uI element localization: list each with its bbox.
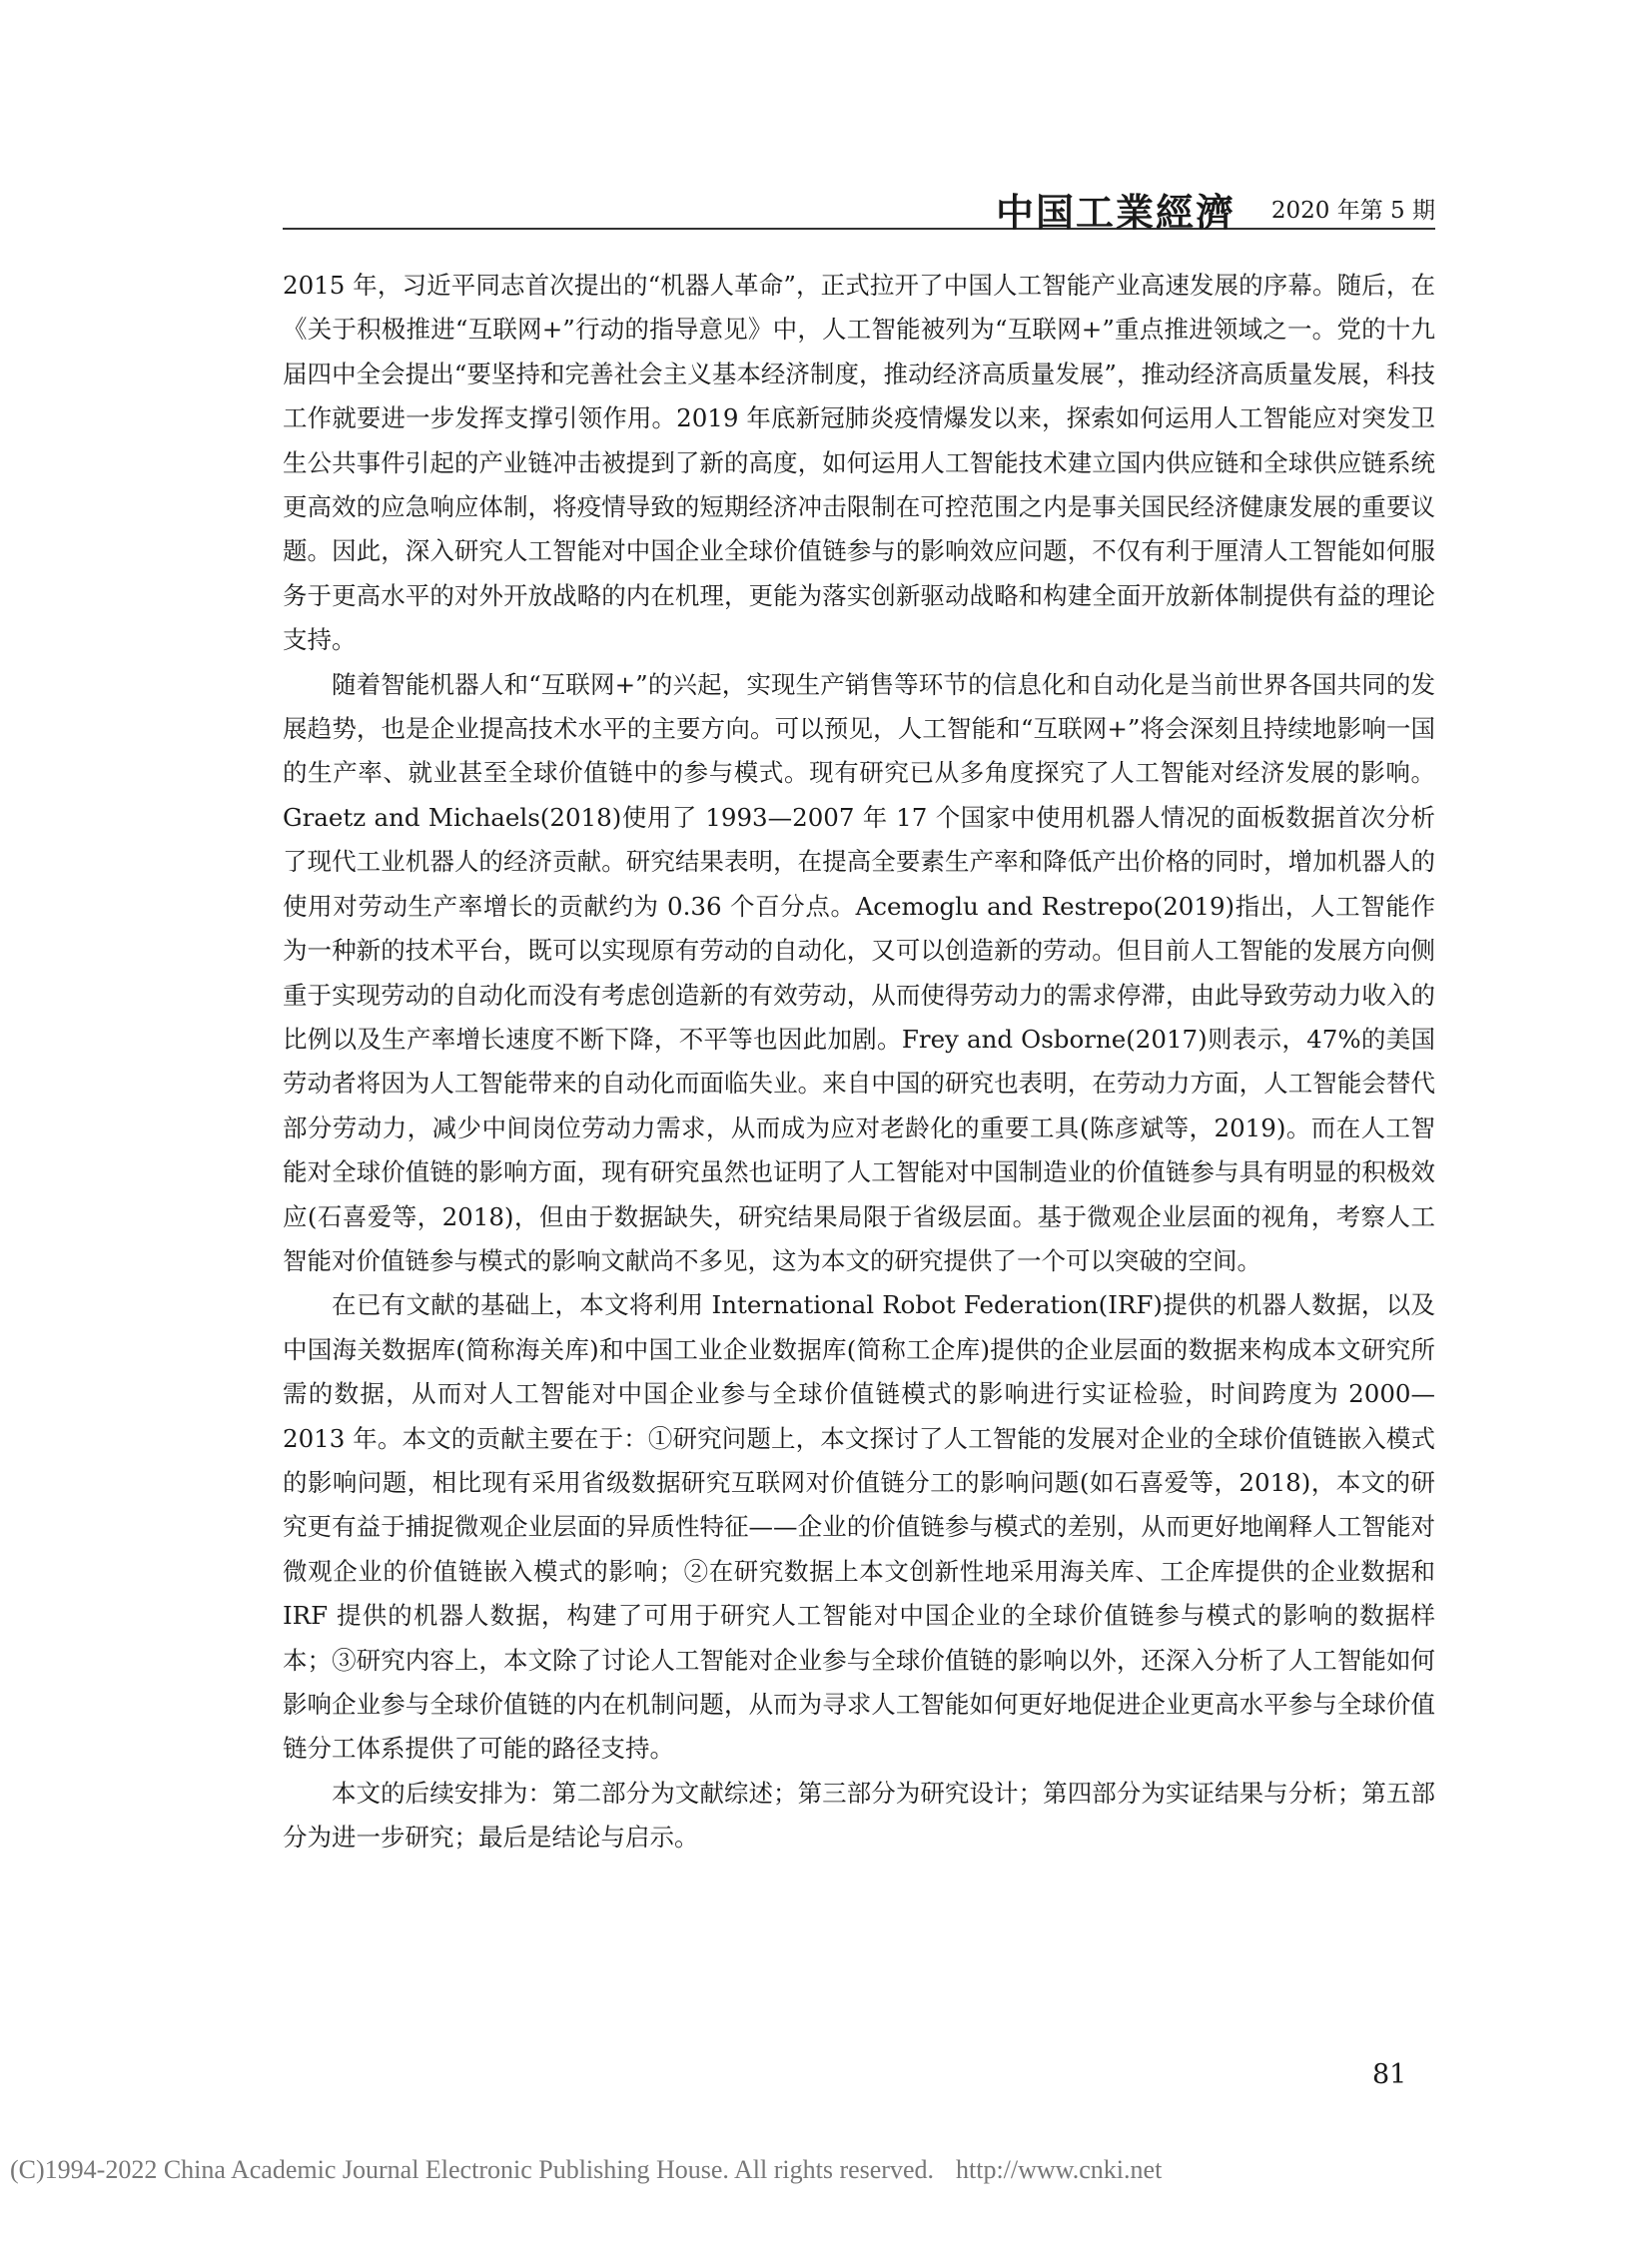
copyright-footer — [10, 2155, 1162, 2185]
cnki-link[interactable]: http://www.cnki.net — [956, 2155, 1163, 2184]
paragraph-4: 本文的后续安排为：第二部分为文献综述；第三部分为研究设计；第四部分为实证结果与分析；第五部分为进一步研究；最后是结论与启示。 — [283, 1778, 1435, 1853]
page-number: 81 — [1372, 2059, 1407, 2090]
article-body — [283, 264, 1435, 1861]
copyright-text: (C)1994-2022 China Academic Journal Electronic Publishing House. All rights reserved. — [10, 2155, 934, 2184]
journal-title: 中国工業經濟 — [995, 191, 1236, 235]
running-header — [283, 188, 1435, 235]
paragraph-1: 2015 年，习近平同志首次提出的“机器人革命”，正式拉开了中国人工智能产业高速发展的序幕。随后，在《关于积极推进“互联网+”行动的指导意见》中，人工智能被列为“互联网+”重点推进领域之一。党的十九届四中全会提出“要坚持和完善社会主义基本经济制度，推动经济高质量发展”，推动经济高质量发展，科技工作就要进一步发挥支撑引领作用。2019 年底新冠肺炎疫情爆发以来，探索如何运用人工智能应对突发卫生公共事件引起的产业链冲击被提到了新的高度，如何运用人工智能技术建立国内供应链和全球供应链系统更高效的应急响应体制，将疫情导致的短期经济冲击限制在可控范围之内是事关国民经济健康发展的重要议题。因此，深入研究人工智能对中国企业全球价值链参与的影响效应问题，不仅有利于厘清人工智能如何服务于更高水平的对外开放战略的内在机理，更能为落实创新驱动战略和构建全面开放新体制提供有益的理论支持。 — [283, 271, 1435, 655]
paragraph-3: 在已有文献的基础上，本文将利用 International Robot Federation(IRF)提供的机器人数据，以及中国海关数据库(简称海关库)和中国工业企业数据库(简称工企库)提供的企业层面的数据来构成本文研究所需的数据，从而对人工智能对中国企业参与全球价值链模式的影响进行实证检验，时间跨度为 2000—2013 年。本文的贡献主要在于：①研究问题上，本文探讨了人工智能的发展对企业的全球价值链嵌入模式的影响问题，相比现有采用省级数据研究互联网对价值链分工的影响问题(如石喜爱等，2018)，本文的研究更有益于捕捉微观企业层面的异质性特征——企业的价值链参与模式的差别，从而更好地阐释人工智能对微观企业的价值链嵌入模式的影响；②在研究数据上本文创新性地采用海关库、工企库提供的企业数据和 IRF 提供的机器人数据，构建了可用于研究人工智能对中国企业的全球价值链参与模式的影响的数据样本；③研究内容上，本文除了讨论人工智能对企业参与全球价值链的影响以外，还深入分析了人工智能如何影响企业参与全球价值链的内在机制问题，从而为寻求人工智能如何更好地促进企业更高水平参与全球价值链分工体系提供了可能的路径支持。 — [283, 1290, 1435, 1764]
issue-label: 2020 年第 5 期 — [1270, 198, 1435, 224]
paragraph-2: 随着智能机器人和“互联网+”的兴起，实现生产销售等环节的信息化和自动化是当前世界各国共同的发展趋势，也是企业提高技术水平的主要方向。可以预见，人工智能和“互联网+”将会深刻且持续地影响一国的生产率、就业甚至全球价值链中的参与模式。现有研究已从多角度探究了人工智能对经济发展的影响。Graetz and Michaels(2018)使用了 1993—2007 年 17 个国家中使用机器人情况的面板数据首次分析了现代工业机器人的经济贡献。研究结果表明，在提高全要素生产率和降低产出价格的同时，增加机器人的使用对劳动生产率增长的贡献约为 0.36 个百分点。Acemoglu and Restrepo(2019)指出，人工智能作为一种新的技术平台，既可以实现原有劳动的自动化，又可以创造新的劳动。但目前人工智能的发展方向侧重于实现劳动的自动化而没有考虑创造新的有效劳动，从而使得劳动力的需求停滞，由此导致劳动力收入的比例以及生产率增长速度不断下降，不平等也因此加剧。Frey and Osborne(2017)则表示，47%的美国劳动者将因为人工智能带来的自动化而面临失业。来自中国的研究也表明，在劳动力方面，人工智能会替代部分劳动力，减少中间岗位劳动力需求，从而成为应对老龄化的重要工具(陈彦斌等，2019)。而在人工智能对全球价值链的影响方面，现有研究虽然也证明了人工智能对中国制造业的价值链参与具有明显的积极效应(石喜爱等，2018)，但由于数据缺失，研究结果局限于省级层面。基于微观企业层面的视角，考察人工智能对价值链参与模式的影响文献尚不多见，这为本文的研究提供了一个可以突破的空间。 — [283, 669, 1435, 1275]
